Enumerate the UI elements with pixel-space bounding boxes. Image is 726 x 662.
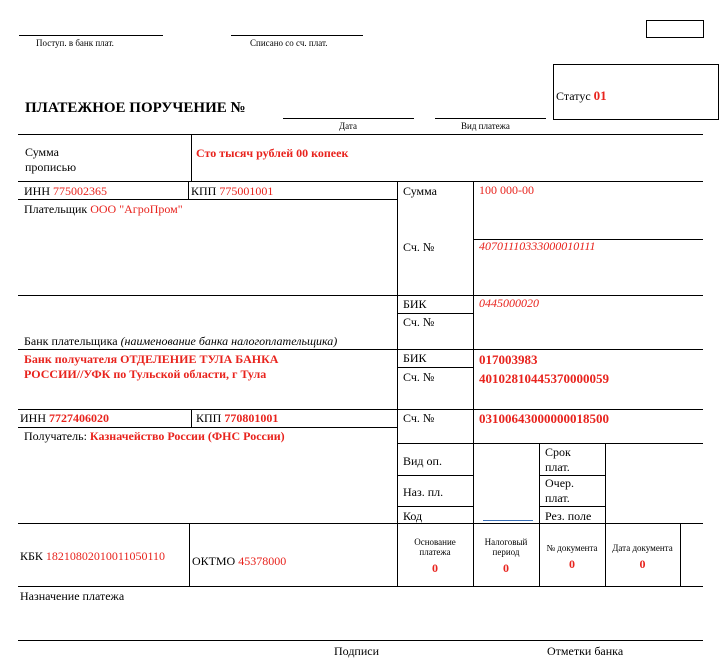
payer-name-value: ООО "АгроПром": [90, 202, 183, 216]
bank-received-label: Поступ. в банк плат.: [36, 38, 114, 48]
date-label: Дата: [339, 121, 357, 131]
grid-line: [18, 134, 703, 135]
grid-line: [397, 181, 398, 523]
grid-line: [18, 427, 397, 428]
payer-bank-bik-label: БИК: [403, 297, 427, 311]
payee-inn-label: ИНН: [20, 411, 46, 425]
kbk: [20, 549, 165, 564]
payer-bank-label-note: (наименование банка налогоплательщика): [120, 334, 338, 348]
payer-account-label: Сч. №: [403, 240, 435, 254]
payee-account-label: Сч. №: [403, 411, 435, 425]
payer-account-value: 40701110333000010111: [479, 239, 596, 253]
grid-line: [539, 506, 605, 507]
queue-label: [545, 476, 574, 506]
payer-kpp-value: 775001001: [219, 184, 274, 198]
debited-line: [231, 35, 363, 36]
grid-line: [18, 640, 703, 641]
payer-sum-value: 100 000-00: [479, 183, 534, 197]
purpose-code-label: Наз. пл.: [403, 485, 444, 499]
payer-inn: [24, 184, 107, 199]
tax-period-label-line1: Налоговый: [484, 537, 528, 547]
payee-bank-label: Банк получателя: [24, 352, 118, 366]
payee-name: [24, 429, 285, 444]
grid-line: [473, 181, 474, 586]
term-label-line1: Срок: [545, 445, 571, 459]
payer-bank-label-text: Банк плательщика: [24, 334, 118, 348]
payer-bank-bik-value: 0445000020: [479, 296, 539, 310]
tax-period-value: 0: [503, 561, 509, 575]
grid-line: [18, 523, 703, 524]
grid-line: [18, 586, 703, 587]
op-type-label: Вид оп.: [403, 454, 442, 468]
grid-line: [397, 313, 473, 314]
grid-line: [397, 443, 703, 444]
term-label-line2: плат.: [545, 460, 570, 474]
page-title: ПЛАТЕЖНОЕ ПОРУЧЕНИЕ №: [25, 100, 246, 116]
kbk-label: КБК: [20, 549, 43, 563]
grid-line: [18, 349, 703, 350]
payer-kpp-label: КПП: [191, 184, 217, 198]
grid-line: [680, 523, 681, 586]
oktmo: [192, 554, 286, 569]
payee-kpp-value: 770801001: [224, 411, 279, 425]
grid-line: [397, 367, 473, 368]
payer-inn-value: 775002365: [53, 184, 107, 198]
grid-line: [18, 409, 703, 410]
payee-bank-account-label: Сч. №: [403, 370, 435, 384]
tax-basis-label-line2: платежа: [419, 547, 451, 557]
queue-label-line1: Очер.: [545, 476, 575, 490]
debited-label: Списано со сч. плат.: [250, 38, 328, 48]
grid-line: [18, 181, 703, 182]
payee-bank-name: [24, 352, 278, 382]
queue-label-line2: плат.: [545, 491, 570, 505]
doc-date-value: 0: [639, 557, 646, 571]
form-number-box: [646, 20, 704, 38]
code-underline: [483, 520, 533, 521]
date-line: [283, 118, 414, 119]
payer-name: [24, 202, 183, 217]
tax-basis-label-line1: Основание: [414, 537, 456, 547]
payment-type-line: [435, 118, 546, 119]
bank-received-line: [19, 35, 163, 36]
kbk-value: 18210802010011050110: [45, 549, 166, 563]
oktmo-value: 45378000: [238, 554, 287, 568]
payment-purpose-label: Назначение платежа: [20, 589, 125, 603]
payee-inn: [20, 411, 109, 426]
grid-line: [189, 523, 190, 586]
amount-words-value: Сто тысяч рублей 00 копеек: [196, 146, 349, 160]
doc-number-value: 0: [569, 557, 575, 571]
doc-number-cell: [539, 543, 605, 570]
payer-name-label: Плательщик: [24, 202, 88, 216]
amount-words-label-line1: Сумма: [25, 145, 59, 159]
payee-bank-name-line2: РОССИИ//УФК по Тульской области, г Тула: [24, 367, 267, 381]
payer-inn-label: ИНН: [24, 184, 50, 198]
payer-bank-label: [24, 334, 337, 349]
grid-line: [188, 181, 189, 199]
grid-line: [605, 443, 606, 523]
payee-inn-value: 7727406020: [49, 411, 109, 425]
status-label: [556, 88, 607, 104]
tax-period-cell: [473, 537, 539, 574]
payee-name-value: Казначейство России (ФНС России): [89, 429, 285, 443]
tax-basis-value: 0: [432, 561, 438, 575]
code-label: Код: [403, 509, 423, 523]
payment-type-label: Вид платежа: [461, 121, 510, 131]
amount-words-label: [25, 145, 76, 175]
doc-date-cell: [605, 543, 680, 570]
payee-bank-bik-value: 017003983: [479, 352, 538, 367]
grid-line: [18, 295, 703, 296]
bank-marks-label: Отметки банка: [547, 644, 624, 658]
reserve-label: Рез. поле: [545, 509, 592, 523]
status-value: 01: [593, 88, 607, 103]
grid-line: [191, 134, 192, 181]
grid-line: [397, 475, 473, 476]
payee-bank-bik-label: БИК: [403, 351, 427, 365]
signatures-label: Подписи: [334, 644, 380, 658]
payee-account-value: 03100643000000018500: [479, 411, 609, 426]
grid-line: [397, 506, 473, 507]
grid-line: [18, 199, 397, 200]
payee-name-label: Получатель:: [24, 429, 87, 443]
grid-line: [191, 409, 192, 427]
doc-number-label: № документа: [546, 543, 598, 553]
oktmo-label: ОКТМО: [192, 554, 236, 568]
tax-basis-cell: [397, 537, 473, 574]
status-label-text: Статус: [556, 89, 591, 103]
payer-sum-label: Сумма: [403, 184, 437, 198]
payer-kpp: [191, 184, 273, 199]
amount-words-label-line2: прописью: [25, 160, 77, 174]
tax-period-label-line2: период: [492, 547, 520, 557]
payer-bank-account-label: Сч. №: [403, 315, 435, 329]
term-label: [545, 445, 571, 475]
payee-bank-name-line1: ОТДЕЛЕНИЕ ТУЛА БАНКА: [120, 352, 279, 366]
payee-kpp-label: КПП: [196, 411, 222, 425]
doc-date-label: Дата документа: [612, 543, 673, 553]
payee-kpp: [196, 411, 278, 426]
payee-bank-account-value: 40102810445370000059: [479, 371, 609, 386]
